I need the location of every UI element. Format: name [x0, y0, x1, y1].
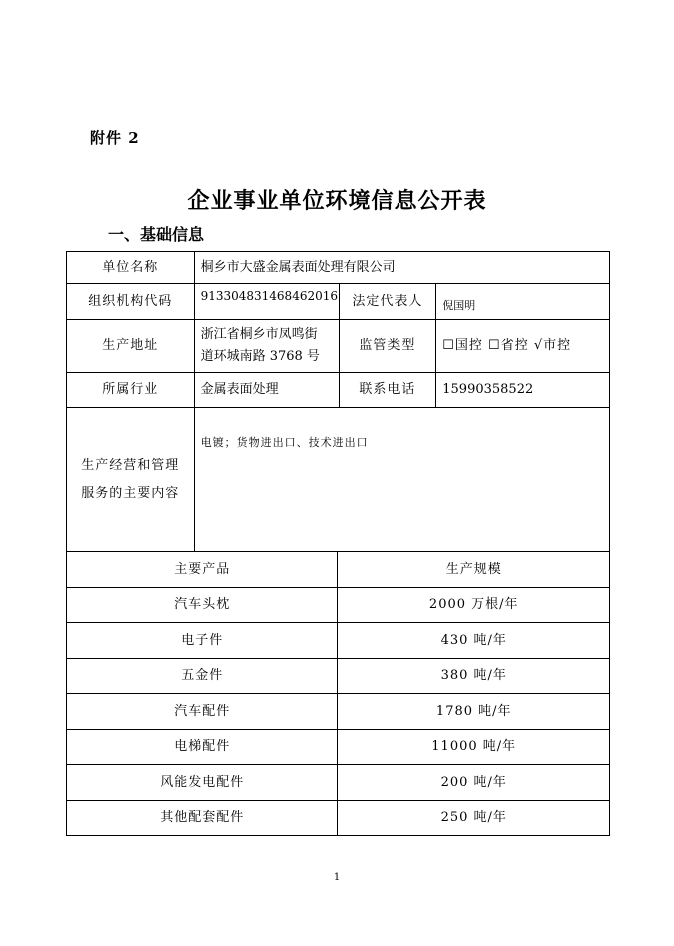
products-table [66, 551, 610, 836]
table-row [67, 694, 610, 730]
table-row [67, 765, 610, 801]
page-title: 企业事业单位环境信息公开表 [187, 188, 487, 214]
product-name: 电子件 [67, 623, 338, 659]
address-line-2: 道环城南路 3768 号 [200, 349, 320, 364]
section-heading: 一、基础信息 [108, 225, 205, 244]
business-label-line-1: 生产经营和管理 [81, 457, 180, 473]
product-name: 电梯配件 [67, 730, 338, 765]
unit-name-label: 单位名称 [67, 252, 195, 284]
product-name: 风能发电配件 [67, 765, 338, 801]
product-column-header: 主要产品 [67, 552, 338, 588]
product-scale: 200 吨/年 [338, 765, 610, 801]
table-row [67, 730, 610, 765]
product-name: 其他配套配件 [67, 801, 338, 836]
legal-rep-value: 倪国明 [436, 284, 610, 320]
supervision-options: ☐国控 ☐省控 √市控 [436, 320, 610, 373]
product-scale: 380 吨/年 [338, 659, 610, 694]
table-row [67, 623, 610, 659]
phone-label: 联系电话 [339, 373, 436, 408]
basic-info-table [66, 251, 610, 552]
table-row [67, 588, 610, 623]
supervision-label: 监管类型 [339, 320, 436, 373]
scale-column-header: 生产规模 [338, 552, 610, 588]
table-row [67, 373, 610, 408]
product-scale: 1780 吨/年 [338, 694, 610, 730]
product-scale: 250 吨/年 [338, 801, 610, 836]
table-row [67, 408, 610, 552]
page-number: 1 [333, 872, 341, 883]
org-code-value: 913304831468462016 [194, 284, 339, 320]
industry-value: 金属表面处理 [194, 373, 339, 408]
attachment-label: 附件 2 [90, 129, 140, 147]
business-value: 电镀；货物进出口、技术进出口 [194, 408, 609, 552]
product-scale: 2000 万根/年 [338, 588, 610, 623]
table-row [67, 320, 610, 373]
address-line-1: 浙江省桐乡市凤鸣街 [200, 327, 318, 342]
product-name: 五金件 [67, 659, 338, 694]
table-header-row [67, 552, 610, 588]
phone-value: 15990358522 [436, 373, 610, 408]
table-row [67, 801, 610, 836]
unit-name-value: 桐乡市大盛金属表面处理有限公司 [194, 252, 609, 284]
industry-label: 所属行业 [67, 373, 195, 408]
product-name: 汽车配件 [67, 694, 338, 730]
business-label-line-2: 服务的主要内容 [81, 485, 180, 501]
legal-rep-label: 法定代表人 [339, 284, 436, 320]
table-row [67, 252, 610, 284]
table-row [67, 284, 610, 320]
org-code-label: 组织机构代码 [67, 284, 195, 320]
product-name: 汽车头枕 [67, 588, 338, 623]
table-row [67, 659, 610, 694]
product-scale: 430 吨/年 [338, 623, 610, 659]
product-scale: 11000 吨/年 [338, 730, 610, 765]
address-label: 生产地址 [67, 320, 195, 373]
